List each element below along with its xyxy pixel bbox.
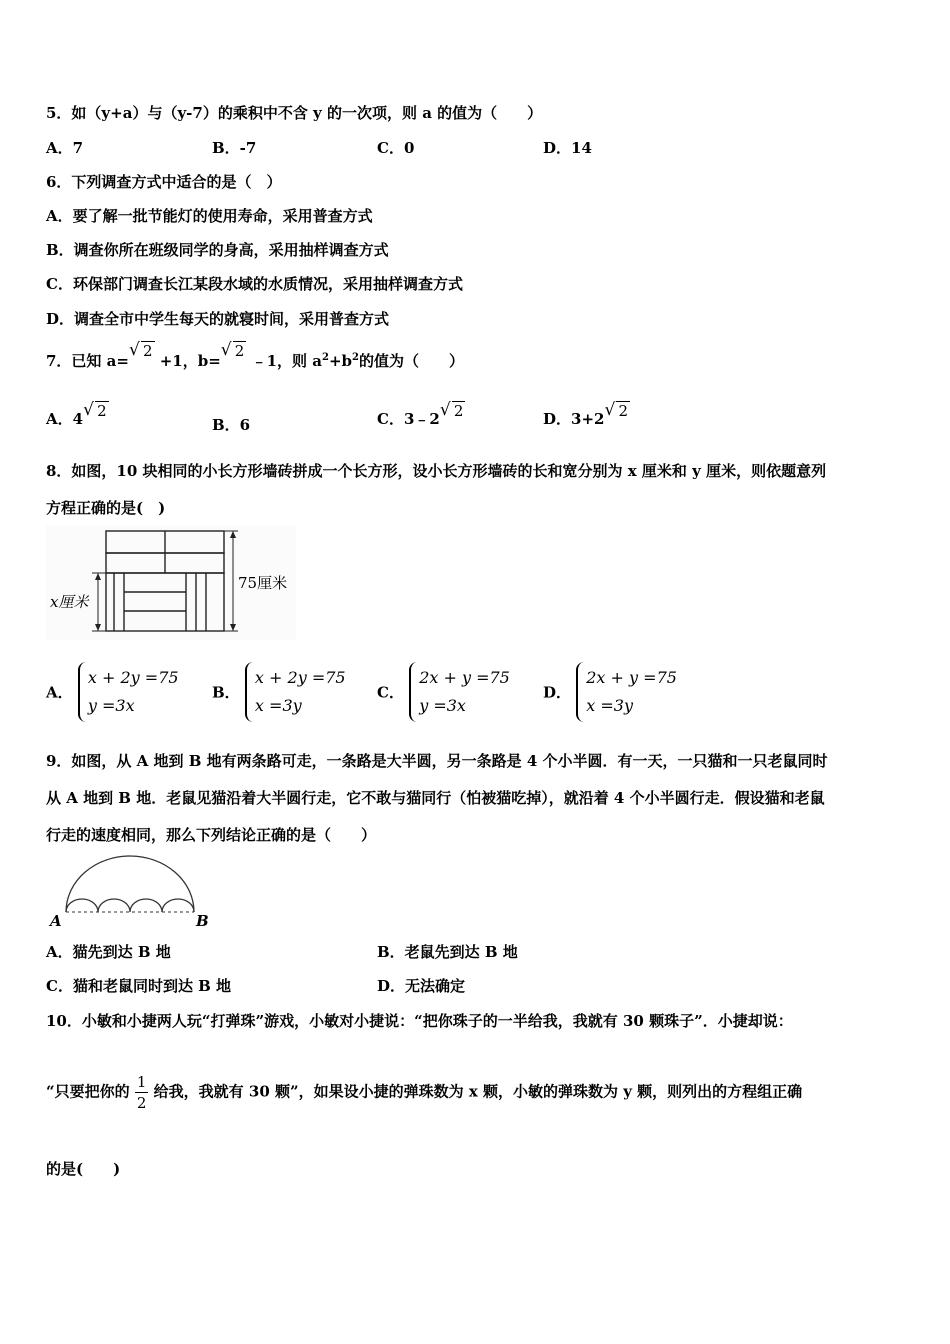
- q7-stem: 7．已知 a=√ 2 +1，b=√ 2 ﹣1，则 $a^2+b^2$的值为（ ）: [46, 350, 464, 371]
- q8-option-d: D． 2x + y =75 x =3y: [543, 662, 677, 722]
- q8-option-b: B． x + 2y =75 x =3y: [212, 662, 346, 722]
- q7-option-d: D．3+2√ 2: [543, 408, 630, 429]
- q8-brick-figure: [46, 525, 296, 640]
- q9-option-b: B．老鼠先到达 B 地: [377, 943, 518, 961]
- q5-option-a: A．7: [46, 139, 84, 157]
- q9-option-c: C．猫和老鼠同时到达 B 地: [46, 977, 232, 995]
- q9-stem-line2: 从 A 地到 B 地．老鼠见猫沿着大半圆行走，它不敢与猫同行（怕被猫吃掉），就沿着 4 个小半圆行走．假设猫和老鼠: [46, 789, 825, 807]
- q9-point-a: A: [50, 912, 62, 930]
- q8-right-label: 75厘米: [238, 574, 288, 592]
- q10-fraction: $\frac{1}{2}$: [136, 1073, 147, 1112]
- q6-option-a: A．要了解一批节能灯的使用寿命，采用普查方式: [46, 207, 373, 225]
- q6-option-b: B．调查你所在班级同学的身高，采用抽样调查方式: [46, 241, 389, 259]
- q10-stem-line3: 的是( ): [46, 1160, 121, 1178]
- q8-stem-line1: 8．如图，10 块相同的小长方形墙砖拼成一个长方形，设小长方形墙砖的长和宽分别为 x 厘米和 y 厘米，则依题意列: [46, 462, 827, 480]
- q8-option-c: C． 2x + y =75 y =3x: [377, 662, 510, 722]
- q5-option-d: D．14: [543, 139, 592, 157]
- q9-option-a: A．猫先到达 B 地: [46, 943, 171, 961]
- q9-stem-line3: 行走的速度相同，那么下列结论正确的是（ ）: [46, 826, 377, 844]
- q6-stem: 6．下列调查方式中适合的是（ ）: [46, 173, 282, 191]
- q8-left-label: x厘米: [50, 593, 89, 611]
- q7-option-c: C．3﹣2√ 2: [377, 408, 465, 429]
- q7-option-b: B．6: [212, 416, 251, 434]
- q5-option-b: B．-7: [212, 139, 257, 157]
- q5-stem: 5．如（y+a）与（y-7）的乘积中不含 y 的一次项，则 a 的值为（ ）: [46, 104, 543, 122]
- q5-option-c: C．0: [377, 139, 415, 157]
- q6-option-d: D．调查全市中学生每天的就寝时间，采用普查方式: [46, 310, 390, 328]
- q9-point-b: B: [196, 912, 209, 930]
- q8-option-a: A． x + 2y =75 y =3x: [46, 662, 179, 722]
- q9-stem-line1: 9．如图，从 A 地到 B 地有两条路可走，一条路是大半圆，另一条路是 4 个小半圆．有一天，一只猫和一只老鼠同时: [46, 752, 828, 770]
- q9-semicircle-figure: [46, 850, 216, 930]
- q10-stem-line2: “只要把你的 $\frac{1}{2}$ 给我，我就有 30 颗”，如果设小捷的弹珠数为 x 颗，小敏的弹珠数为 y 颗，则列出的方程组正确: [46, 1073, 803, 1112]
- q10-stem-line1: 10．小敏和小捷两人玩“打弹珠”游戏，小敏对小捷说：“把你珠子的一半给我，我就有 30 颗珠子”．小捷却说：: [46, 1012, 793, 1030]
- q9-option-d: D．无法确定: [377, 977, 466, 995]
- q6-option-c: C．环保部门调查长江某段水域的水质情况，采用抽样调查方式: [46, 275, 463, 293]
- q8-stem-line2: 方程正确的是( ): [46, 499, 166, 517]
- q7-option-a: A．4√ 2: [46, 408, 109, 429]
